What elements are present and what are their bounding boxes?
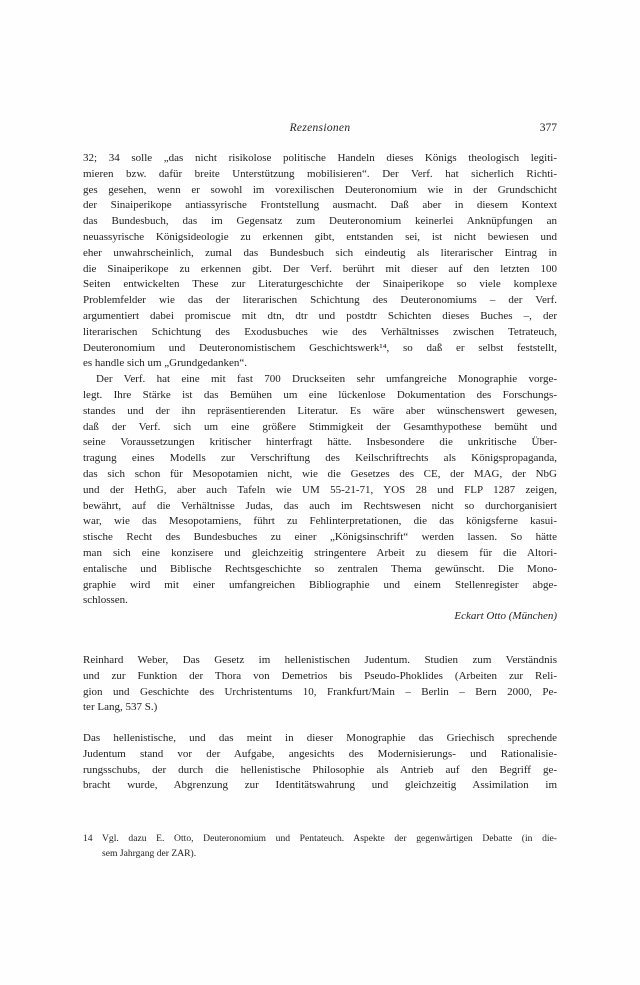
- text-line: bracht wurde, Abgrenzung zur Identitätswahrung und gleichzeitig Assimilation im: [83, 779, 557, 792]
- text-line: Vgl. dazu E. Otto, Deuteronomium und Pentateuch. Aspekte der gegenwärtigen Debatte (in die-: [102, 833, 557, 844]
- text-line: es handle sich um „Grundgedanken“.: [83, 357, 248, 370]
- footnote-text: [102, 831, 557, 861]
- text-line: ges gesehen, wenn er sowohl im vorexilischen Deuteronomium wie in der Grundschicht: [83, 183, 557, 196]
- running-head: [83, 121, 557, 137]
- running-head-title: Rezensionen: [289, 122, 351, 134]
- text-line: ter Lang, 537 S.): [83, 701, 158, 714]
- text-line: Judentum stand vor der Aufgabe, angesichts des Modernisierungs- und Rationalisie-: [83, 747, 557, 760]
- text-line: und der HethG, aber auch Tafeln wie UM 55-21-71, YOS 28 und FLP 1287 zeigen,: [83, 483, 557, 496]
- reviewer-signature: Eckart Otto (München): [454, 610, 557, 623]
- text-line: graphie wird mit einer umfangreichen Bibliographie und einem Stellenregister abge-: [83, 578, 557, 591]
- review-otto-paragraph-1: [83, 151, 557, 372]
- text-line: entalische und Biblische Rechtsgeschichte so zentralen Thema gewünscht. Die Mono-: [83, 562, 557, 575]
- text-line: daß der Verf. sich um eine größere Stimmigkeit der Gesamthypothese bemüht und: [83, 420, 557, 433]
- text-line: Reinhard Weber, Das Gesetz im hellenistischen Judentum. Studien zum Verständnis: [83, 653, 557, 666]
- text-line: Das hellenistische, und das meint in dieser Monographie das Griechisch sprechende: [83, 732, 557, 745]
- text-line: bewährt, auf die Verhältnisse Judas, das auch im Rechtswesen nicht so durchorganisiert: [83, 499, 557, 512]
- text-line: 32; 34 solle „das nicht risikolose politische Handeln dieses Königs theologisch legiti-: [83, 152, 557, 164]
- text-line: rungsschubs, der durch die hellenistische Philosophie als Antrieb auf den Begriff ge-: [83, 763, 557, 776]
- text-line: mieren bzw. dafür breite Unterstützung mobilisieren“. Der Verf. hat sicherlich Richti-: [83, 167, 557, 180]
- text-column: [83, 121, 557, 794]
- text-line: schlossen.: [83, 594, 128, 607]
- text-line: literarischen Schichtung des Exodusbuches wie des Verhältnisses zwischen Tetrateuch,: [83, 325, 557, 338]
- text-line: gion und Geschichte des Urchristentums 10, Frankfurt/Main – Berlin – Bern 2000, Pe-: [83, 685, 557, 698]
- text-line: Seiten entwickelten These zur Literaturgeschichte der Sinaiperikope so viele komplexe: [83, 278, 557, 291]
- text-line: tragung eines Modells zur Verschriftung des Keilschriftrechts als Königspropaganda,: [83, 452, 557, 465]
- text-line: war, wie das Mesopotamiens, führt zu Fehlinterpretationen, die das königsferne kasui-: [83, 515, 557, 528]
- text-line: das sich schon für Mesopotamien nicht, wie die Gesetzes des CE, der MAG, der NbG: [83, 467, 557, 480]
- text-line: Der Verf. hat eine mit fast 700 Druckseiten sehr umfangreiche Monographie vorge-: [96, 373, 557, 386]
- text-line: Deuteronomium und Deuteronomistischem Geschichtswerk¹⁴, so daß er selbst feststellt,: [83, 341, 557, 354]
- text-line: und zur Funktion der Thora von Demetrios bis Pseudo-Phoklides (Arbeiten zur Reli-: [83, 669, 557, 682]
- text-line: Problemfelder wie das der literarischen Schichtung des Deuteronomiums – der Verf.: [83, 294, 557, 307]
- text-line: standes und der ihn repräsentierenden Literatur. Es wäre aber wünschenswert gewesen,: [83, 404, 557, 417]
- text-line: legt. Ihre Stärke ist das Bemühen um eine lückenlose Dokumentation des Forschungs-: [83, 388, 557, 401]
- text-line: stische Recht des Bundesbuches zu einer „Königsinschrift“ werden lassen. So hätte: [83, 531, 557, 544]
- text-line: neuassyrische Königsideologie zu erkennen gibt, entstanden sei, ist nicht bewiesen und: [83, 230, 557, 243]
- review-weber-heading: [83, 653, 557, 716]
- page-number: 377: [539, 122, 557, 134]
- review-weber-body: [83, 731, 557, 794]
- text-line: man sich eine konzisere und gleichzeitig stringentere Arbeit zu diesem für die Altori-: [83, 546, 557, 559]
- text-line: seine Voraussetzungen kritischer hinterfragt hätte. Insbesondere die unkritische Über-: [83, 436, 557, 449]
- footnote-number: 14: [83, 833, 93, 844]
- text-line: eher unwahrscheinlich, zumal das Bundesbuch sich eindeutig als literarischer Eintrag in: [83, 246, 557, 259]
- review-otto-paragraph-2: [83, 372, 557, 609]
- text-line: sem Jahrgang der ZAR).: [102, 848, 197, 859]
- footnote: [83, 831, 557, 861]
- text-line: das Bundesbuch, das im Gegensatz zum Deuteronomium keinerlei Anknüpfungen an: [83, 215, 557, 228]
- text-line: die Sinaiperikope zu erkennen gibt. Der Verf. berührt mit dieser auf den letzten 100: [83, 262, 557, 275]
- text-line: argumentiert dabei promiscue mit dtn, dtr und postdtr Schichten dieses Buches –, der: [83, 309, 557, 322]
- text-line: der Sinaiperikope antiassyrische Frontstellung ausmacht. Daß aber in diesem Kontext: [83, 199, 557, 212]
